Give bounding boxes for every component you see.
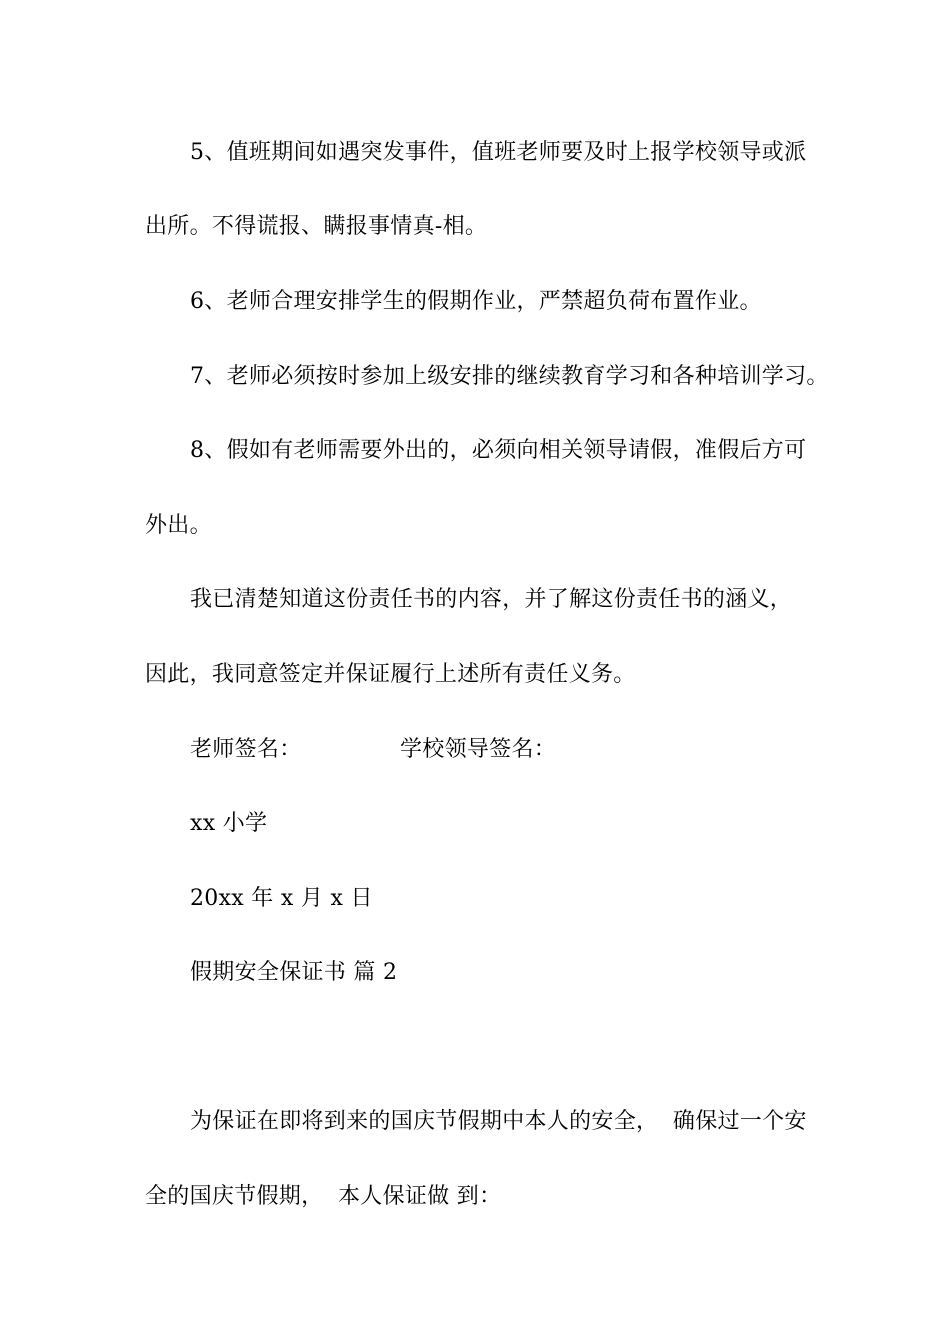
section2-paragraph-line-2: 全的国庆节假期， 本人保证做 到： [145, 1184, 502, 1209]
document-date: 20xx 年 x 月 x 日 [190, 886, 373, 911]
teacher-signature-label: 老师签名： [190, 737, 302, 762]
paragraph-item-8-line-1: 8、假如有老师需要外出的，必须向相关领导请假，准假后方可 [190, 438, 807, 463]
leader-signature-label: 学校领导签名： [400, 737, 557, 762]
paragraph-item-5-line-1: 5、值班期间如遇突发事件，值班老师要及时上报学校领导或派 [190, 140, 807, 165]
school-name: xx 小学 [190, 811, 268, 836]
paragraph-agreement-line-2: 因此，我同意签定并保证履行上述所有责任义务。 [145, 662, 636, 687]
section-title: 假期安全保证书 篇 2 [190, 960, 398, 985]
paragraph-item-7: 7、老师必须按时参加上级安排的继续教育学习和各种培训学习。 [190, 364, 829, 389]
paragraph-item-6: 6、老师合理安排学生的假期作业，严禁超负荷布置作业。 [190, 289, 762, 314]
paragraph-item-5-line-2: 出所。不得谎报、瞒报事情真-相。 [145, 214, 488, 239]
paragraph-item-8-line-2: 外出。 [145, 513, 212, 538]
section2-paragraph-line-1: 为保证在即将到来的国庆节假期中本人的安全， 确保过一个安 [190, 1109, 807, 1134]
paragraph-agreement-line-1: 我已清楚知道这份责任书的内容，并了解这份责任书的涵义， [190, 587, 793, 612]
